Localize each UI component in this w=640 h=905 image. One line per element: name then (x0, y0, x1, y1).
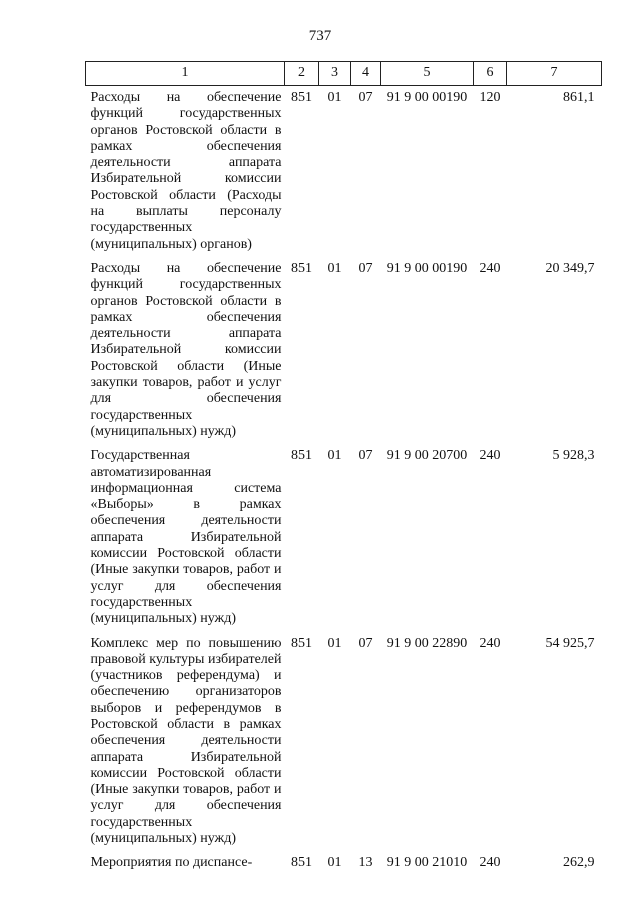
row-expense-type: 240 (479, 635, 501, 651)
row-section-code: 01 (327, 260, 342, 276)
budget-table (85, 61, 602, 876)
row-amount: 262,9 (563, 855, 595, 871)
row-section-code: 01 (327, 635, 342, 651)
table-header (86, 62, 602, 86)
row-ministry-code: 851 (291, 448, 312, 464)
column-header-2: 2 (285, 62, 319, 86)
row-ministry-code: 851 (291, 260, 312, 276)
row-description: Государственная автоматизированная информационная система «Выборы» в рамках обеспечения деятельности аппарата Избирательной комиссии Ростовской области (Иные закупки товаров, работ и услуг для обеспечения государственных (муниципальных) нужд) (90, 448, 282, 627)
row-amount: 861,1 (563, 90, 595, 105)
row-target-code: 91 9 00 00190 (386, 90, 468, 105)
column-header-4: 4 (351, 62, 381, 86)
row-expense-type: 240 (479, 260, 501, 276)
row-section-code: 01 (327, 90, 342, 105)
row-ministry-code: 851 (291, 855, 312, 871)
table-row (86, 86, 602, 257)
row-description: Расходы на обеспечение функций государственных органов Ростовской области в рамках обеспечения деятельности аппарата Избирательной комиссии Ростовской области (Иные закупки товаров, работ и услуг для обеспечения государственных (муниципальных) нужд) (90, 260, 282, 439)
row-subsection-code: 07 (358, 448, 373, 464)
row-ministry-code: 851 (291, 90, 312, 105)
row-expense-type: 120 (479, 90, 501, 105)
row-target-code: 91 9 00 22890 (386, 635, 468, 651)
header-row (86, 62, 602, 86)
column-header-7: 7 (507, 62, 602, 86)
table-row (86, 257, 602, 444)
row-amount: 20 349,7 (545, 260, 595, 276)
page-number: 737 (308, 28, 332, 44)
column-header-3: 3 (319, 62, 351, 86)
row-description: Мероприятия по диспансе- (90, 855, 253, 871)
table-row (86, 632, 602, 852)
row-amount: 54 925,7 (545, 635, 595, 651)
table-body (86, 86, 602, 876)
row-ministry-code: 851 (291, 635, 312, 651)
row-subsection-code: 07 (358, 260, 373, 276)
row-description: Расходы на обеспечение функций государственных органов Ростовской области в рамках обеспечения деятельности аппарата Избирательной комиссии Ростовской области (Расходы на выплаты персоналу государственных (муниципальных) органов) (90, 90, 282, 252)
row-expense-type: 240 (479, 448, 501, 464)
table-row (86, 444, 602, 631)
row-section-code: 01 (327, 448, 342, 464)
column-header-5: 5 (381, 62, 474, 86)
row-expense-type: 240 (479, 855, 501, 871)
column-header-1: 1 (86, 62, 285, 86)
row-target-code: 91 9 00 00190 (386, 260, 468, 276)
row-subsection-code: 13 (358, 855, 373, 871)
row-target-code: 91 9 00 21010 (386, 855, 468, 871)
row-subsection-code: 07 (358, 90, 373, 105)
row-amount: 5 928,3 (552, 448, 595, 464)
column-header-6: 6 (474, 62, 507, 86)
row-description: Комплекс мер по повышению правовой культуры избирателей (участников референдума) и обеспечению организаторов выборов и референдумов в Ростовской области в рамках обеспечения деятельности аппарата Избирательной комиссии Ростовской области (Иные закупки товаров, работ и услуг для обеспечения государственных (муниципальных) нужд) (90, 635, 282, 847)
table-row (86, 851, 602, 875)
row-subsection-code: 07 (358, 635, 373, 651)
row-target-code: 91 9 00 20700 (386, 448, 468, 464)
row-section-code: 01 (327, 855, 342, 871)
